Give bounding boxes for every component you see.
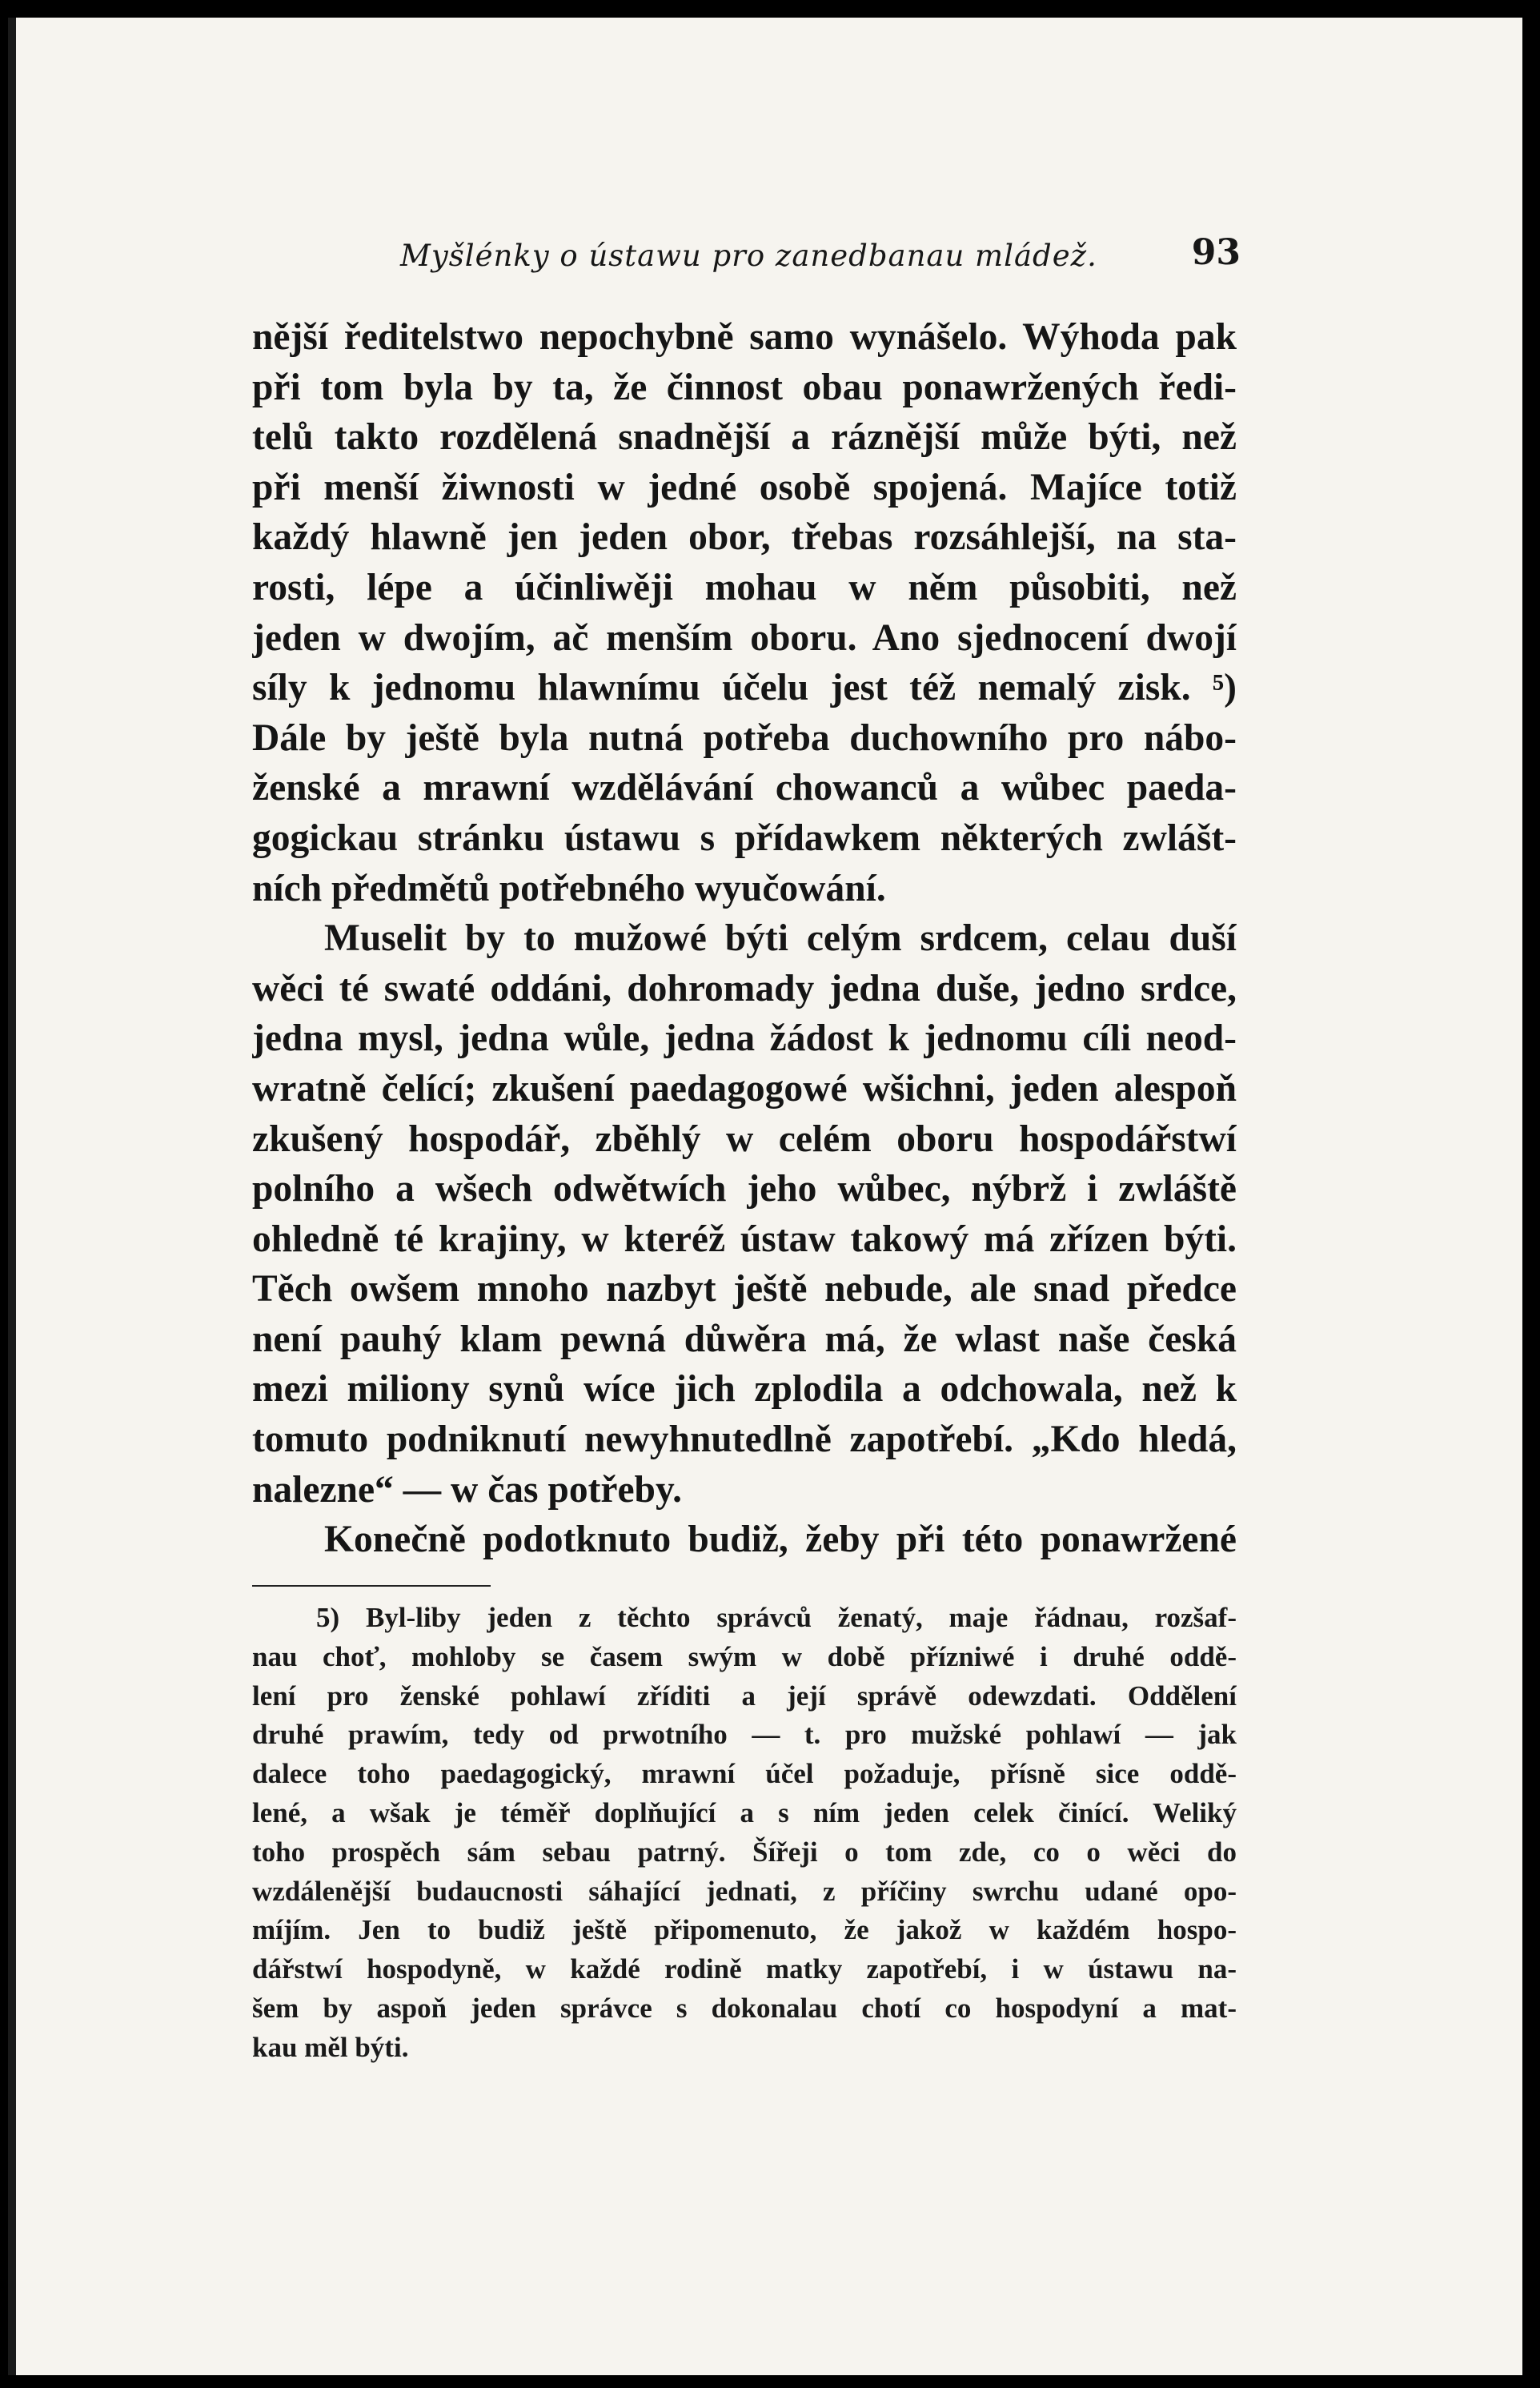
body-line: Těch owšem mnoho nazbyt ještě nebude, ale snad předce: [252, 1268, 1237, 1310]
footnote-line: šem by aspoň jeden správce s dokonalau chotí co hospodyní a mat-: [252, 1992, 1237, 2024]
body-line: ženské a mrawní wzdělávání chowanců a wůbec paeda-: [252, 767, 1237, 809]
body-line: rosti, lépe a účinliwěji mohau w něm působiti, než: [252, 566, 1237, 608]
body-line: wratně čelící; zkušení paedagogowé wšichni, jeden alespoň: [252, 1067, 1237, 1110]
footnote-rule: [252, 1585, 491, 1587]
running-title: Myšlénky o ústawu pro zanedbanau mládež.: [400, 239, 1097, 273]
body-line: Dále by ještě byla nutná potřeba duchowního pro nábo-: [252, 716, 1237, 759]
body-line: polního a wšech odwětwích jeho wůbec, nýbrž i zwláště: [252, 1168, 1237, 1210]
body-line: nalezne“ — w čas potřeby.: [252, 1468, 682, 1511]
footnote-line: dalece toho paedagogický, mrawní účel požaduje, přísně sice oddě-: [252, 1758, 1237, 1790]
running-head: [248, 227, 1241, 283]
footnote-line: míjím. Jen to budiž ještě připomenuto, že jakož w každém hospo-: [252, 1914, 1237, 1946]
page-number: 93: [1191, 232, 1241, 273]
footnote-line: lené, a wšak je téměř doplňující a s ním jeden celek činící. Weliký: [252, 1796, 1237, 1828]
body-line: ohledně té krajiny, w kteréž ústaw takowý má zřízen býti.: [252, 1218, 1237, 1260]
body-line: wěci té swaté oddáni, dohromady jedna duše, jedno srdce,: [252, 967, 1237, 1009]
body-line: zkušený hospodář, zběhlý w celém oboru hospodářstwí: [252, 1118, 1237, 1160]
body-line: při tom byla by ta, že činnost obau ponawržených ředi-: [252, 366, 1237, 408]
body-line: Konečně podotknuto budiž, žeby při této ponawržené: [324, 1519, 1237, 1561]
body-line: při menší žiwnosti w jedné osobě spojená. Majíce totiž: [252, 466, 1237, 508]
body-text: [252, 312, 1237, 1565]
book-page: [8, 18, 1522, 2375]
body-line: jedna mysl, jedna wůle, jedna žádost k jednomu cíli neod-: [252, 1017, 1237, 1060]
footnote-line: druhé prawím, tedy od prwotního — t. pro mužské pohlawí — jak: [252, 1719, 1237, 1751]
footnote-line: 5) Byl-liby jeden z těchto správců ženatý, maje řádnau, rozšaf-: [316, 1602, 1237, 1633]
body-line: každý hlawně jen jeden obor, třebas rozsáhlejší, na sta-: [252, 516, 1237, 559]
body-line: telů takto rozdělená snadnější a ráznější může býti, než: [252, 416, 1237, 459]
footnote-line: kau měl býti.: [252, 2031, 409, 2063]
footnote-line: dářstwí hospodyně, w každé rodině matky zapotřebí, i w ústawu na-: [252, 1953, 1237, 1985]
footnote-line: toho prospěch sám sebau patrný. Šířeji o tom zde, co o wěci do: [252, 1836, 1237, 1868]
body-line: Muselit by to mužowé býti celým srdcem, celau duší: [324, 917, 1237, 960]
page-spine-edge: [8, 18, 16, 2375]
body-line: tomuto podniknutí newyhnutedlně zapotřebí. „Kdo hledá,: [252, 1419, 1237, 1461]
body-line: síly k jednomu hlawnímu účelu jest též nemalý zisk. ⁵): [252, 667, 1237, 709]
body-line: ních předmětů potřebného wyučowání.: [252, 867, 886, 909]
body-line: gogickau stránku ústawu s přídawkem některých zwlášt-: [252, 817, 1237, 859]
footnote-line: lení pro ženské pohlawí zříditi a její správě odewzdati. Oddělení: [252, 1680, 1237, 1712]
footnote-line: nau choť, mohloby se časem swým w době příznіwé i druhé oddě-: [252, 1640, 1237, 1672]
body-line: není pauhý klam pewná důwěra má, že wlast naše česká: [252, 1318, 1237, 1360]
body-line: jeden w dwojím, ač menším oboru. Ano sjednocení dwojí: [252, 616, 1237, 659]
footnote: [252, 1599, 1237, 2068]
body-line: mezi miliony synů wíce jich zplodila a odchowala, než k: [252, 1368, 1237, 1411]
body-line: nější ředitelstwo nepochybně samo wynášelo. Wýhoda pak: [252, 316, 1237, 358]
footnote-line: wzdálenější budaucnosti sáhající jednati, z příčiny swrchu udané opo-: [252, 1875, 1237, 1907]
